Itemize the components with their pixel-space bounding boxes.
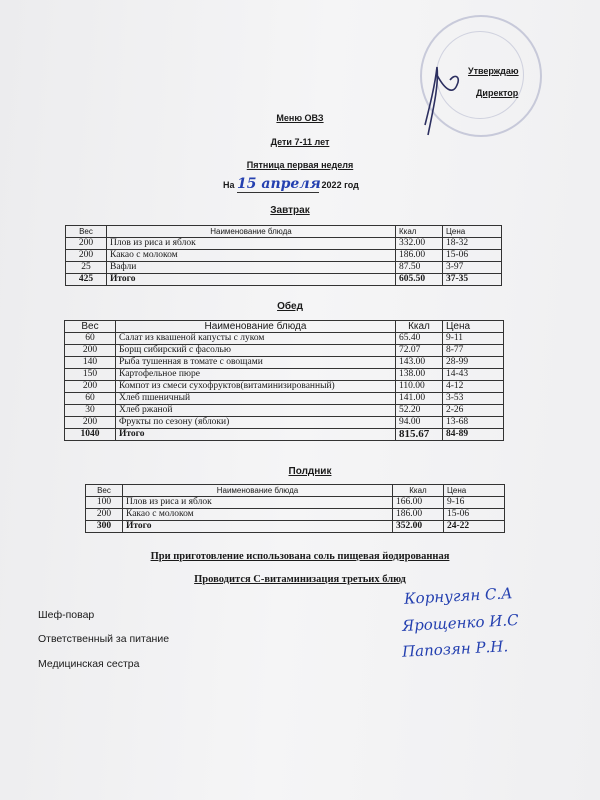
snack-table xyxy=(85,484,505,533)
table-row xyxy=(86,497,505,509)
cell-price: 15-06 xyxy=(444,509,505,521)
staff-role-nurse: Медицинская сестра xyxy=(38,658,140,670)
cell-kcal: 138.00 xyxy=(396,369,443,381)
cell-price: 4-12 xyxy=(443,381,504,393)
cell-dish: Вафли xyxy=(107,262,396,274)
cell-dish: Картофельное пюре xyxy=(116,369,396,381)
cell-price: 15-06 xyxy=(443,250,502,262)
table-row xyxy=(66,238,502,250)
cell-kcal: 332.00 xyxy=(396,238,443,250)
approval-line-2: Директор xyxy=(476,88,519,98)
total-label: Итого xyxy=(123,521,393,533)
table-row xyxy=(86,509,505,521)
total-label: Итого xyxy=(107,274,396,286)
director-signature-icon xyxy=(395,55,475,140)
signature-nurse: Папозян Р.Н. xyxy=(401,637,509,661)
column-weight: Вес xyxy=(66,226,107,238)
date-prefix: На xyxy=(223,180,235,190)
cell-dish: Борщ сибирский с фасолью xyxy=(116,345,396,357)
cell-price: 9-11 xyxy=(443,333,504,345)
column-weight: Вес xyxy=(65,321,116,333)
date-line xyxy=(223,176,359,193)
cell-weight: 200 xyxy=(65,417,116,429)
date-year: 2022 год xyxy=(321,180,359,190)
cell-weight: 200 xyxy=(66,238,107,250)
cell-dish: Какао с молоком xyxy=(107,250,396,262)
cell-price: 3-53 xyxy=(443,393,504,405)
table-row xyxy=(65,393,504,405)
total-kcal: 352.00 xyxy=(393,521,444,533)
total-label: Итого xyxy=(116,429,396,441)
cell-kcal: 141.00 xyxy=(396,393,443,405)
table-total-row xyxy=(65,429,504,441)
total-kcal: 815.67 xyxy=(396,429,443,441)
column-kcal: Ккал xyxy=(393,485,444,497)
cell-kcal: 110.00 xyxy=(396,381,443,393)
table-total-row xyxy=(66,274,502,286)
cell-price: 18-32 xyxy=(443,238,502,250)
cell-weight: 200 xyxy=(66,250,107,262)
cell-price: 28-99 xyxy=(443,357,504,369)
cell-weight: 140 xyxy=(65,357,116,369)
total-price: 84-89 xyxy=(443,429,504,441)
age-group: Дети 7-11 лет xyxy=(270,137,330,147)
cell-weight: 60 xyxy=(65,333,116,345)
table-header-row xyxy=(65,321,504,333)
column-dish: Наименование блюда xyxy=(116,321,396,333)
lunch-table xyxy=(64,320,504,441)
date-handwritten: 15 апреля xyxy=(237,176,321,192)
cell-dish: Рыба тушенная в томате с овощами xyxy=(116,357,396,369)
approval-line-1: Утверждаю xyxy=(468,66,519,76)
cell-dish: Салат из квашеной капусты с луком xyxy=(116,333,396,345)
table-row xyxy=(66,262,502,274)
cell-weight: 60 xyxy=(65,393,116,405)
cell-dish: Плов из риса и яблок xyxy=(123,497,393,509)
table-row xyxy=(65,381,504,393)
cell-kcal: 186.00 xyxy=(396,250,443,262)
column-dish: Наименование блюда xyxy=(123,485,393,497)
cell-kcal: 166.00 xyxy=(393,497,444,509)
table-header-row xyxy=(66,226,502,238)
cell-kcal: 52.20 xyxy=(396,405,443,417)
column-price: Цена xyxy=(444,485,505,497)
table-row xyxy=(65,357,504,369)
cell-kcal: 72.07 xyxy=(396,345,443,357)
cell-weight: 30 xyxy=(65,405,116,417)
cell-weight: 200 xyxy=(65,345,116,357)
cell-dish: Плов из риса и яблок xyxy=(107,238,396,250)
breakfast-heading: Завтрак xyxy=(270,205,310,216)
cell-weight: 25 xyxy=(66,262,107,274)
cell-dish: Хлеб пшеничный xyxy=(116,393,396,405)
cell-price: 8-77 xyxy=(443,345,504,357)
total-weight: 425 xyxy=(66,274,107,286)
cell-weight: 150 xyxy=(65,369,116,381)
total-weight: 1040 xyxy=(65,429,116,441)
table-row xyxy=(66,250,502,262)
table-total-row xyxy=(86,521,505,533)
table-header-row xyxy=(86,485,505,497)
lunch-heading: Обед xyxy=(277,301,303,312)
vitamin-note: Проводится С-витаминизация третьих блюд xyxy=(194,574,406,585)
breakfast-table xyxy=(65,225,502,286)
cell-dish: Фрукты по сезону (яблоки) xyxy=(116,417,396,429)
cell-kcal: 65.40 xyxy=(396,333,443,345)
day-label: Пятница первая неделя xyxy=(246,160,354,170)
table-row xyxy=(65,333,504,345)
column-price: Цена xyxy=(443,226,502,238)
cell-dish: Хлеб ржаной xyxy=(116,405,396,417)
cell-weight: 200 xyxy=(86,509,123,521)
total-price: 37-35 xyxy=(443,274,502,286)
total-weight: 300 xyxy=(86,521,123,533)
cell-weight: 200 xyxy=(65,381,116,393)
column-weight: Вес xyxy=(86,485,123,497)
cell-dish: Какао с молоком xyxy=(123,509,393,521)
staff-role-nutrition: Ответственный за питание xyxy=(38,633,170,645)
staff-role-chef: Шеф-повар xyxy=(38,609,95,621)
table-row xyxy=(65,417,504,429)
column-kcal: Ккал xyxy=(396,226,443,238)
cell-weight: 100 xyxy=(86,497,123,509)
table-row xyxy=(65,345,504,357)
menu-title: Меню ОВЗ xyxy=(276,113,324,123)
signature-chef: Корнугян С.А xyxy=(403,584,513,608)
cell-kcal: 143.00 xyxy=(396,357,443,369)
column-dish: Наименование блюда xyxy=(107,226,396,238)
table-row xyxy=(65,405,504,417)
cell-kcal: 186.00 xyxy=(393,509,444,521)
signature-nutrition: Ярощенко И.С xyxy=(401,610,520,636)
cell-price: 2-26 xyxy=(443,405,504,417)
table-row xyxy=(65,369,504,381)
total-kcal: 605.50 xyxy=(396,274,443,286)
cell-price: 3-97 xyxy=(443,262,502,274)
cell-kcal: 87.50 xyxy=(396,262,443,274)
cell-dish: Компот из смеси сухофруктов(витаминизированный) xyxy=(116,381,396,393)
total-price: 24-22 xyxy=(444,521,505,533)
cell-price: 9-16 xyxy=(444,497,505,509)
salt-note: При приготовление использована соль пищевая йодированная xyxy=(150,551,450,562)
cell-price: 13-68 xyxy=(443,417,504,429)
column-kcal: Ккал xyxy=(396,321,443,333)
snack-heading: Полдник xyxy=(288,466,332,477)
cell-price: 14-43 xyxy=(443,369,504,381)
column-price: Цена xyxy=(443,321,504,333)
cell-kcal: 94.00 xyxy=(396,417,443,429)
